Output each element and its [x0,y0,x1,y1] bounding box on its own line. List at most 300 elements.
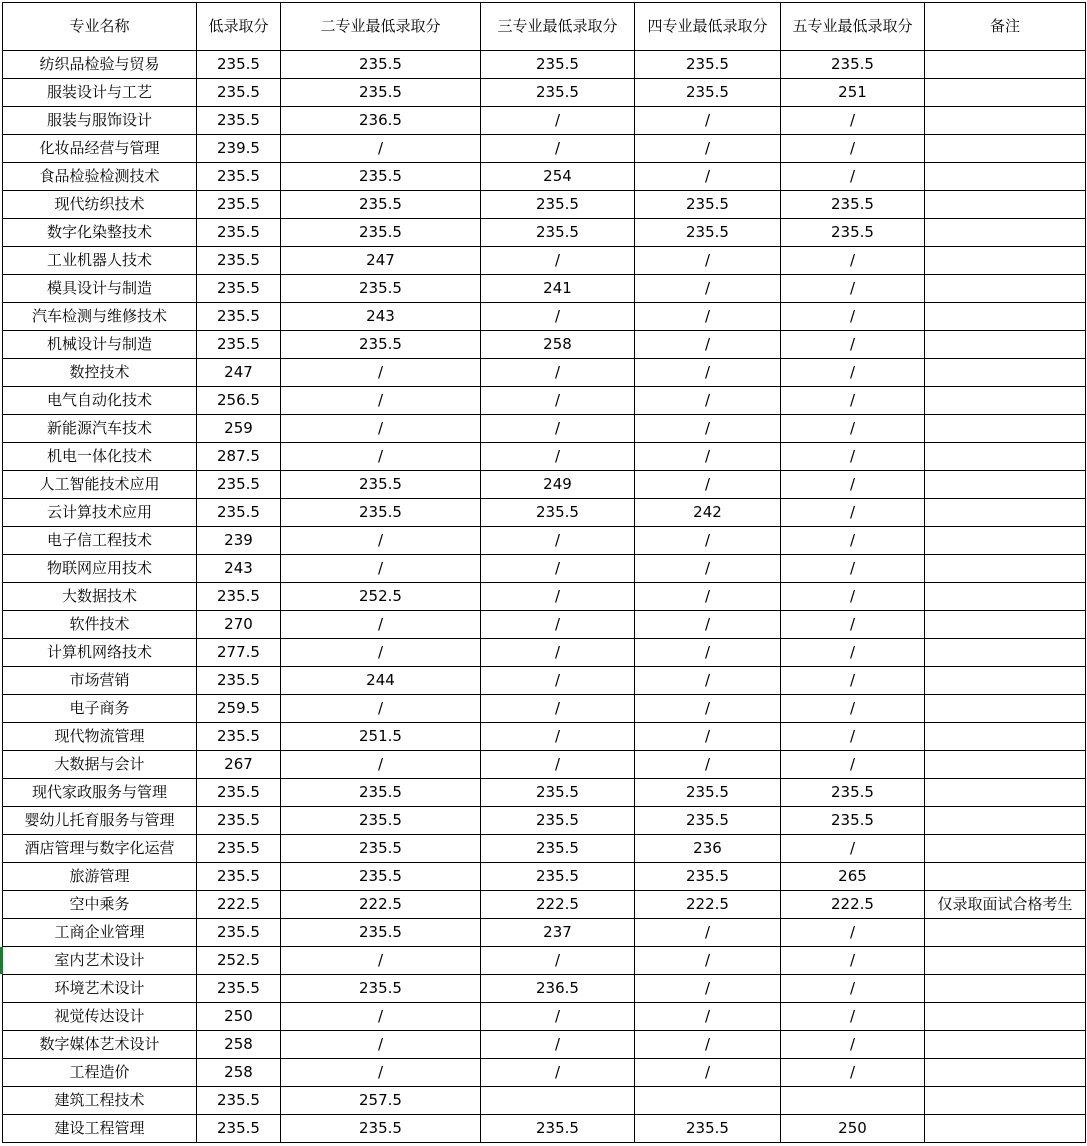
fourth-major-score-cell[interactable]: / [635,1003,781,1031]
second-major-score-cell[interactable]: 235.5 [281,863,481,891]
remarks-cell[interactable] [925,1087,1086,1115]
remarks-cell[interactable] [925,135,1086,163]
major-name-cell[interactable]: 建筑工程技术 [3,1087,197,1115]
second-major-score-cell[interactable]: / [281,359,481,387]
major-name-cell[interactable]: 电气自动化技术 [3,387,197,415]
remarks-cell[interactable] [925,51,1086,79]
fourth-major-score-cell[interactable]: / [635,247,781,275]
second-major-score-cell[interactable]: 235.5 [281,975,481,1003]
third-major-score-cell[interactable]: 237 [481,919,635,947]
third-major-score-cell[interactable]: 235.5 [481,835,635,863]
third-major-score-cell[interactable]: 222.5 [481,891,635,919]
fourth-major-score-cell[interactable]: / [635,555,781,583]
major-name-cell[interactable]: 工商企业管理 [3,919,197,947]
min-score-cell[interactable]: 235.5 [197,919,281,947]
fourth-major-score-cell[interactable]: / [635,611,781,639]
third-major-score-cell[interactable]: 235.5 [481,219,635,247]
remarks-cell[interactable] [925,667,1086,695]
second-major-score-cell[interactable]: 235.5 [281,331,481,359]
major-name-cell[interactable]: 云计算技术应用 [3,499,197,527]
second-major-score-cell[interactable]: 235.5 [281,275,481,303]
min-score-cell[interactable]: 235.5 [197,667,281,695]
third-major-score-cell[interactable]: / [481,303,635,331]
remarks-cell[interactable] [925,723,1086,751]
remarks-cell[interactable] [925,275,1086,303]
table-row [3,1003,1086,1031]
second-major-score-cell[interactable]: 235.5 [281,51,481,79]
third-major-score-cell[interactable]: / [481,247,635,275]
fourth-major-score-cell[interactable]: / [635,975,781,1003]
fourth-major-score-cell[interactable]: / [635,331,781,359]
table-row [3,807,1086,835]
second-major-score-cell[interactable]: / [281,1059,481,1087]
third-major-score-cell[interactable]: 235.5 [481,499,635,527]
remarks-cell[interactable] [925,947,1086,975]
fifth-major-score-cell[interactable]: / [781,1031,925,1059]
major-name-cell[interactable]: 旅游管理 [3,863,197,891]
min-score-cell[interactable]: 267 [197,751,281,779]
third-major-score-cell[interactable]: / [481,723,635,751]
fourth-major-score-cell[interactable]: / [635,415,781,443]
fourth-major-score-cell[interactable]: / [635,471,781,499]
second-major-score-cell[interactable]: / [281,443,481,471]
major-name-cell[interactable]: 建设工程管理 [3,1115,197,1143]
fifth-major-score-cell[interactable]: / [781,723,925,751]
fifth-major-score-cell[interactable]: 235.5 [781,779,925,807]
remarks-cell[interactable] [925,1059,1086,1087]
fourth-major-score-cell[interactable]: 235.5 [635,1115,781,1143]
fifth-major-score-cell[interactable]: / [781,947,925,975]
fifth-major-score-cell[interactable]: / [781,1059,925,1087]
major-name-cell[interactable]: 酒店管理与数字化运营 [3,835,197,863]
major-name-cell[interactable]: 电子商务 [3,695,197,723]
min-score-cell[interactable]: 287.5 [197,443,281,471]
fourth-major-score-cell[interactable] [635,1087,781,1115]
min-score-cell[interactable]: 235.5 [197,807,281,835]
third-major-score-cell[interactable]: 258 [481,331,635,359]
fifth-major-score-cell[interactable]: / [781,163,925,191]
fifth-major-score-cell[interactable]: / [781,331,925,359]
table-row [3,135,1086,163]
major-name-cell[interactable]: 室内艺术设计 [3,947,197,975]
fourth-major-score-cell[interactable]: 235.5 [635,191,781,219]
fourth-major-score-cell[interactable]: 242 [635,499,781,527]
third-major-score-cell[interactable]: / [481,107,635,135]
major-name-cell[interactable]: 现代纺织技术 [3,191,197,219]
second-major-score-cell[interactable]: / [281,1003,481,1031]
remarks-cell[interactable] [925,303,1086,331]
third-major-score-cell[interactable]: / [481,135,635,163]
third-major-score-cell[interactable]: 235.5 [481,1115,635,1143]
third-major-score-cell[interactable]: / [481,387,635,415]
fourth-major-score-cell[interactable]: / [635,275,781,303]
min-score-cell[interactable]: 235.5 [197,275,281,303]
min-score-cell[interactable]: 235.5 [197,79,281,107]
third-major-score-cell[interactable]: / [481,947,635,975]
fifth-major-score-cell[interactable]: / [781,443,925,471]
major-name-cell[interactable]: 数字媒体艺术设计 [3,1031,197,1059]
major-name-cell[interactable]: 婴幼儿托育服务与管理 [3,807,197,835]
fifth-major-score-cell[interactable]: / [781,975,925,1003]
fifth-major-score-cell[interactable]: / [781,1003,925,1031]
major-name-cell[interactable]: 食品检验检测技术 [3,163,197,191]
remarks-cell[interactable] [925,415,1086,443]
remarks-cell[interactable] [925,443,1086,471]
third-major-score-cell[interactable]: / [481,1003,635,1031]
min-score-cell[interactable]: 235.5 [197,723,281,751]
fifth-major-score-cell[interactable]: / [781,835,925,863]
remarks-cell[interactable] [925,919,1086,947]
fifth-major-score-cell[interactable]: / [781,471,925,499]
fourth-major-score-cell[interactable]: 236 [635,835,781,863]
min-score-cell[interactable]: 235.5 [197,163,281,191]
second-major-score-cell[interactable]: / [281,1031,481,1059]
remarks-cell[interactable] [925,163,1086,191]
second-major-score-cell[interactable]: 247 [281,247,481,275]
second-major-score-cell[interactable]: 252.5 [281,583,481,611]
remarks-cell[interactable] [925,107,1086,135]
min-score-cell[interactable]: 235.5 [197,499,281,527]
min-score-cell[interactable]: 222.5 [197,891,281,919]
min-score-cell[interactable]: 258 [197,1059,281,1087]
third-major-score-cell[interactable]: 235.5 [481,51,635,79]
remarks-cell[interactable] [925,191,1086,219]
table-row [3,779,1086,807]
remarks-cell[interactable] [925,555,1086,583]
min-score-cell[interactable]: 235.5 [197,1087,281,1115]
remarks-cell[interactable] [925,611,1086,639]
fifth-major-score-cell[interactable]: 235.5 [781,219,925,247]
fourth-major-score-cell[interactable]: 235.5 [635,79,781,107]
min-score-cell[interactable]: 259.5 [197,695,281,723]
fifth-major-score-cell[interactable]: / [781,107,925,135]
fourth-major-score-cell[interactable]: / [635,135,781,163]
third-major-score-cell[interactable]: / [481,415,635,443]
major-name-cell[interactable]: 数字化染整技术 [3,219,197,247]
min-score-cell[interactable]: 235.5 [197,219,281,247]
second-major-score-cell[interactable]: 235.5 [281,835,481,863]
remarks-cell[interactable] [925,779,1086,807]
third-major-score-cell[interactable]: / [481,527,635,555]
fifth-major-score-cell[interactable]: 235.5 [781,51,925,79]
min-score-cell[interactable]: 235.5 [197,303,281,331]
table-row [3,751,1086,779]
third-major-score-cell[interactable]: / [481,667,635,695]
second-major-score-cell[interactable]: / [281,947,481,975]
table-row [3,891,1086,919]
table-row [3,79,1086,107]
min-score-cell[interactable]: 235.5 [197,191,281,219]
fourth-major-score-cell[interactable]: / [635,947,781,975]
min-score-cell[interactable]: 258 [197,1031,281,1059]
third-major-score-cell[interactable]: / [481,359,635,387]
fourth-major-score-cell[interactable]: / [635,107,781,135]
min-score-cell[interactable]: 252.5 [197,947,281,975]
remarks-cell[interactable] [925,1115,1086,1143]
fifth-major-score-cell[interactable]: 222.5 [781,891,925,919]
fourth-major-score-cell[interactable]: / [635,919,781,947]
major-name-cell[interactable]: 汽车检测与维修技术 [3,303,197,331]
second-major-score-cell[interactable]: 235.5 [281,191,481,219]
min-score-cell[interactable]: 235.5 [197,331,281,359]
table-row [3,527,1086,555]
min-score-cell[interactable]: 270 [197,611,281,639]
min-score-cell[interactable]: 235.5 [197,1115,281,1143]
major-name-cell[interactable]: 机电一体化技术 [3,443,197,471]
remarks-cell[interactable] [925,79,1086,107]
fourth-major-score-cell[interactable]: 235.5 [635,51,781,79]
fifth-major-score-cell[interactable]: / [781,751,925,779]
min-score-cell[interactable]: 235.5 [197,975,281,1003]
major-name-cell[interactable]: 物联网应用技术 [3,555,197,583]
fifth-major-score-cell[interactable]: / [781,247,925,275]
table-row [3,107,1086,135]
second-major-score-cell[interactable]: / [281,639,481,667]
min-score-cell[interactable]: 235.5 [197,471,281,499]
second-major-score-cell[interactable]: 235.5 [281,163,481,191]
major-name-cell[interactable]: 现代物流管理 [3,723,197,751]
fifth-major-score-cell[interactable]: / [781,499,925,527]
fourth-major-score-cell[interactable]: / [635,359,781,387]
third-major-score-cell[interactable]: 235.5 [481,863,635,891]
fifth-major-score-cell[interactable]: / [781,919,925,947]
fourth-major-score-cell[interactable]: / [635,667,781,695]
second-major-score-cell[interactable]: / [281,695,481,723]
third-major-score-cell[interactable]: / [481,1031,635,1059]
second-major-score-cell[interactable]: / [281,387,481,415]
min-score-cell[interactable]: 235.5 [197,583,281,611]
header-fourth-major-min-score[interactable]: 四专业最低录取分 [635,3,781,51]
third-major-score-cell[interactable]: 235.5 [481,79,635,107]
fifth-major-score-cell[interactable]: / [781,527,925,555]
third-major-score-cell[interactable]: / [481,751,635,779]
remarks-cell[interactable] [925,247,1086,275]
header-fifth-major-min-score[interactable]: 五专业最低录取分 [781,3,925,51]
second-major-score-cell[interactable]: / [281,751,481,779]
remarks-cell[interactable] [925,1031,1086,1059]
major-name-cell[interactable]: 视觉传达设计 [3,1003,197,1031]
third-major-score-cell[interactable]: 254 [481,163,635,191]
major-name-cell[interactable]: 工业机器人技术 [3,247,197,275]
major-name-cell[interactable]: 电子信工程技术 [3,527,197,555]
major-name-cell[interactable]: 机械设计与制造 [3,331,197,359]
table-row [3,51,1086,79]
second-major-score-cell[interactable]: 257.5 [281,1087,481,1115]
remarks-cell[interactable] [925,807,1086,835]
header-second-major-min-score[interactable]: 二专业最低录取分 [281,3,481,51]
remarks-cell[interactable] [925,695,1086,723]
remarks-cell[interactable] [925,359,1086,387]
table-row [3,583,1086,611]
fifth-major-score-cell[interactable]: / [781,667,925,695]
fifth-major-score-cell[interactable]: / [781,583,925,611]
major-name-cell[interactable]: 市场营销 [3,667,197,695]
table-row [3,415,1086,443]
fourth-major-score-cell[interactable]: / [635,639,781,667]
fifth-major-score-cell[interactable]: / [781,695,925,723]
min-score-cell[interactable]: 239 [197,527,281,555]
second-major-score-cell[interactable]: 251.5 [281,723,481,751]
third-major-score-cell[interactable]: / [481,639,635,667]
fourth-major-score-cell[interactable]: / [635,1031,781,1059]
remarks-cell[interactable] [925,751,1086,779]
major-name-cell[interactable]: 数控技术 [3,359,197,387]
fifth-major-score-cell[interactable]: 251 [781,79,925,107]
third-major-score-cell[interactable]: 241 [481,275,635,303]
fourth-major-score-cell[interactable]: / [635,751,781,779]
remarks-cell[interactable] [925,387,1086,415]
min-score-cell[interactable]: 235.5 [197,107,281,135]
fifth-major-score-cell[interactable]: 235.5 [781,191,925,219]
second-major-score-cell[interactable]: / [281,611,481,639]
third-major-score-cell[interactable]: / [481,1059,635,1087]
header-major-name[interactable]: 专业名称 [3,3,197,51]
min-score-cell[interactable]: 235.5 [197,863,281,891]
table-row [3,359,1086,387]
table-row [3,219,1086,247]
third-major-score-cell[interactable]: 249 [481,471,635,499]
major-name-cell[interactable]: 纺织品检验与贸易 [3,51,197,79]
second-major-score-cell[interactable]: 243 [281,303,481,331]
second-major-score-cell[interactable]: / [281,135,481,163]
major-name-cell[interactable]: 计算机网络技术 [3,639,197,667]
fourth-major-score-cell[interactable]: / [635,723,781,751]
fourth-major-score-cell[interactable]: / [635,387,781,415]
table-row [3,863,1086,891]
min-score-cell[interactable]: 256.5 [197,387,281,415]
remarks-cell[interactable] [925,835,1086,863]
remarks-cell[interactable] [925,499,1086,527]
min-score-cell[interactable]: 247 [197,359,281,387]
fifth-major-score-cell[interactable]: / [781,555,925,583]
major-name-cell[interactable]: 现代家政服务与管理 [3,779,197,807]
second-major-score-cell[interactable]: 236.5 [281,107,481,135]
second-major-score-cell[interactable]: / [281,555,481,583]
min-score-cell[interactable]: 235.5 [197,51,281,79]
min-score-cell[interactable]: 239.5 [197,135,281,163]
major-name-cell[interactable]: 新能源汽车技术 [3,415,197,443]
second-major-score-cell[interactable]: 235.5 [281,219,481,247]
major-name-cell[interactable]: 人工智能技术应用 [3,471,197,499]
remarks-cell[interactable] [925,583,1086,611]
third-major-score-cell[interactable]: / [481,583,635,611]
fifth-major-score-cell[interactable]: 235.5 [781,807,925,835]
major-name-cell[interactable]: 服装与服饰设计 [3,107,197,135]
fifth-major-score-cell[interactable]: / [781,275,925,303]
remarks-cell[interactable] [925,639,1086,667]
remarks-cell[interactable]: 仅录取面试合格考生 [925,891,1086,919]
table-row [3,275,1086,303]
header-min-score[interactable]: 低录取分 [197,3,281,51]
third-major-score-cell[interactable]: 235.5 [481,779,635,807]
second-major-score-cell[interactable]: 235.5 [281,807,481,835]
fourth-major-score-cell[interactable]: 235.5 [635,807,781,835]
min-score-cell[interactable]: 235.5 [197,779,281,807]
table-row [3,331,1086,359]
third-major-score-cell[interactable]: 236.5 [481,975,635,1003]
fifth-major-score-cell[interactable]: / [781,639,925,667]
fifth-major-score-cell[interactable]: 250 [781,1115,925,1143]
remarks-cell[interactable] [925,975,1086,1003]
major-name-cell[interactable]: 模具设计与制造 [3,275,197,303]
min-score-cell[interactable]: 235.5 [197,247,281,275]
second-major-score-cell[interactable]: 244 [281,667,481,695]
fifth-major-score-cell[interactable]: / [781,359,925,387]
fourth-major-score-cell[interactable]: 235.5 [635,779,781,807]
major-name-cell[interactable]: 服装设计与工艺 [3,79,197,107]
third-major-score-cell[interactable]: / [481,443,635,471]
header-third-major-min-score[interactable]: 三专业最低录取分 [481,3,635,51]
remarks-cell[interactable] [925,331,1086,359]
major-name-cell[interactable]: 化妆品经营与管理 [3,135,197,163]
second-major-score-cell[interactable]: 235.5 [281,779,481,807]
third-major-score-cell[interactable]: 235.5 [481,191,635,219]
third-major-score-cell[interactable]: 235.5 [481,807,635,835]
second-major-score-cell[interactable]: 235.5 [281,471,481,499]
fourth-major-score-cell[interactable]: 235.5 [635,219,781,247]
major-name-cell[interactable]: 大数据与会计 [3,751,197,779]
fourth-major-score-cell[interactable]: / [635,1059,781,1087]
major-name-cell[interactable]: 大数据技术 [3,583,197,611]
second-major-score-cell[interactable]: 235.5 [281,79,481,107]
fifth-major-score-cell[interactable]: / [781,611,925,639]
second-major-score-cell[interactable]: 235.5 [281,499,481,527]
min-score-cell[interactable]: 259 [197,415,281,443]
major-name-cell[interactable]: 空中乘务 [3,891,197,919]
min-score-cell[interactable]: 235.5 [197,835,281,863]
min-score-cell[interactable]: 250 [197,1003,281,1031]
fourth-major-score-cell[interactable]: / [635,527,781,555]
fifth-major-score-cell[interactable]: / [781,135,925,163]
third-major-score-cell[interactable]: / [481,611,635,639]
fourth-major-score-cell[interactable]: / [635,443,781,471]
fifth-major-score-cell[interactable]: / [781,415,925,443]
header-remarks[interactable]: 备注 [925,3,1086,51]
third-major-score-cell[interactable]: / [481,695,635,723]
remarks-cell[interactable] [925,219,1086,247]
cell-selection-marker [0,947,3,974]
second-major-score-cell[interactable]: 235.5 [281,1115,481,1143]
fifth-major-score-cell[interactable]: / [781,303,925,331]
min-score-cell[interactable]: 277.5 [197,639,281,667]
major-name-cell[interactable]: 工程造价 [3,1059,197,1087]
second-major-score-cell[interactable]: / [281,415,481,443]
fifth-major-score-cell[interactable]: / [781,387,925,415]
remarks-cell[interactable] [925,863,1086,891]
fourth-major-score-cell[interactable]: 222.5 [635,891,781,919]
fourth-major-score-cell[interactable]: / [635,695,781,723]
third-major-score-cell[interactable]: / [481,555,635,583]
min-score-cell[interactable]: 243 [197,555,281,583]
fourth-major-score-cell[interactable]: / [635,303,781,331]
second-major-score-cell[interactable]: 235.5 [281,919,481,947]
table-row [3,1031,1086,1059]
fifth-major-score-cell[interactable]: 265 [781,863,925,891]
second-major-score-cell[interactable]: / [281,527,481,555]
fifth-major-score-cell[interactable] [781,1087,925,1115]
fourth-major-score-cell[interactable]: / [635,163,781,191]
remarks-cell[interactable] [925,1003,1086,1031]
fourth-major-score-cell[interactable]: / [635,583,781,611]
fourth-major-score-cell[interactable]: 235.5 [635,863,781,891]
remarks-cell[interactable] [925,527,1086,555]
table-row [3,471,1086,499]
remarks-cell[interactable] [925,471,1086,499]
third-major-score-cell[interactable] [481,1087,635,1115]
major-name-cell[interactable]: 环境艺术设计 [3,975,197,1003]
major-name-cell[interactable]: 软件技术 [3,611,197,639]
second-major-score-cell[interactable]: 222.5 [281,891,481,919]
